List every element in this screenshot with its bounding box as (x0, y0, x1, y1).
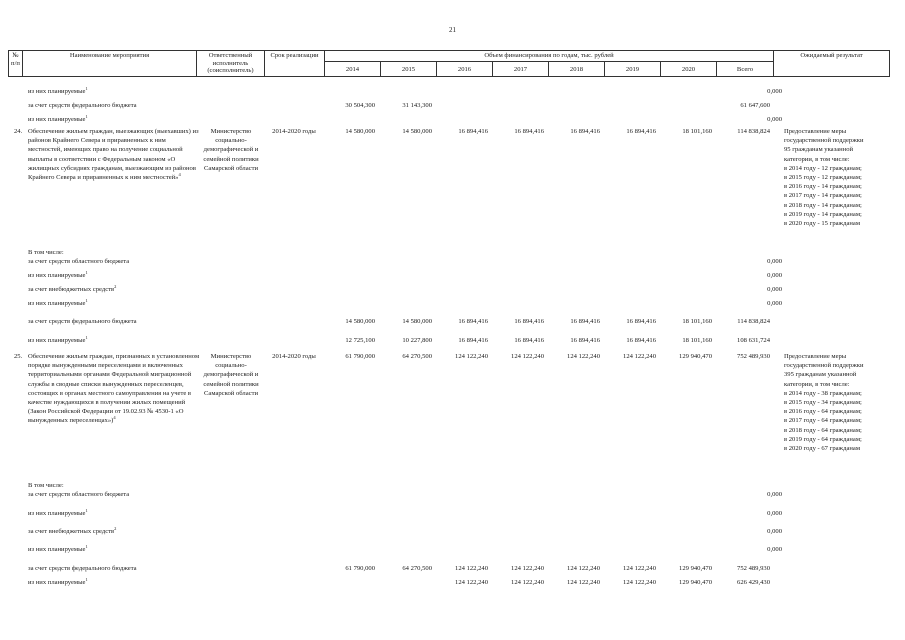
result-line: в 2020 году - 15 гражданам (784, 220, 861, 228)
value-total: 61 647,600 (740, 102, 770, 109)
result-line: в 2015 году - 12 гражданам; (784, 174, 862, 182)
row-total: 0,000 (767, 286, 782, 293)
row-total: 0,000 (767, 258, 782, 265)
value-year-2014: 61 790,000 (345, 353, 375, 360)
value-year-2015: 10 227,800 (402, 337, 432, 344)
value-year-2016: 124 122,240 (455, 353, 488, 360)
value-year-2016: 124 122,240 (455, 565, 488, 572)
result-line: в 2019 году - 64 гражданам; (784, 435, 862, 443)
row-label: за счет внебюджетных средств$^2$ (28, 284, 117, 294)
row-label: из них планируемые$^1$ (28, 544, 88, 554)
item-number: 24. (14, 128, 23, 135)
value-total: 626 429,430 (737, 579, 770, 586)
value-year-2019: 16 894,416 (626, 318, 656, 325)
row-total: 0,000 (767, 116, 782, 123)
value-year-2016: 124 122,240 (455, 579, 488, 586)
value-total: 108 631,724 (737, 337, 770, 344)
row-label: из них планируемые$^1$ (28, 298, 88, 308)
row-label: В том числе: (28, 249, 64, 256)
item-responsible: Министерство социально-демографической и семейной политики Самарской области (203, 128, 259, 172)
result-line: в 2014 году - 12 гражданам; (784, 164, 862, 172)
row-label: из них планируемые$^1$ (28, 508, 88, 518)
result-line: в 2019 году - 14 гражданам; (784, 210, 862, 218)
header-year-2019: 2019 (605, 62, 661, 76)
value-year-2018: 124 122,240 (567, 353, 600, 360)
header-name: Наименование мероприятия (23, 51, 197, 77)
value-year-2015: 64 270,500 (402, 565, 432, 572)
result-line: Предоставление меры (784, 128, 847, 135)
value-year-2015: 14 580,000 (402, 318, 432, 325)
row-label: из них планируемые$^1$ (28, 335, 88, 345)
result-line: в 2018 году - 14 гражданам; (784, 201, 862, 209)
value-year-2014: 61 790,000 (345, 565, 375, 572)
value-year-2020: 18 101,160 (682, 337, 712, 344)
header-table (8, 50, 890, 77)
row-label: за счет средств областного бюджета (28, 258, 130, 265)
item-responsible: Министерство социально-демографической и семейной политики Самарской области (203, 353, 259, 397)
row-label: В том числе: (28, 482, 64, 489)
result-line: в 2015 году - 34 гражданам; (784, 399, 862, 407)
header-result: Ожидаемый результат (774, 51, 890, 77)
result-line: 95 гражданам указанной (784, 146, 854, 154)
result-line: государственной поддержки (784, 362, 864, 370)
value-year-2014: 30 504,300 (345, 102, 375, 109)
row-label: за счет средств федерального бюджета (28, 318, 137, 325)
row-label: из них планируемые$^1$ (28, 86, 88, 96)
header-period: Срок реализации (265, 51, 325, 77)
value-year-2017: 124 122,240 (511, 579, 544, 586)
value-year-2019: 16 894,416 (626, 337, 656, 344)
value-year-2015: 64 270,500 (402, 353, 432, 360)
value-year-2017: 124 122,240 (511, 353, 544, 360)
value-year-2019: 124 122,240 (623, 579, 656, 586)
header-num: № п/п (9, 51, 23, 77)
row-total: 0,000 (767, 491, 782, 498)
value-year-2016: 16 894,416 (458, 128, 488, 135)
header-financing: Объем финансирования по годам, тыс. рублей (325, 51, 774, 62)
value-total: 114 838,824 (737, 128, 770, 135)
value-year-2017: 16 894,416 (514, 318, 544, 325)
header-year-2015: 2015 (381, 62, 437, 76)
item-result (784, 127, 892, 228)
value-year-2019: 16 894,416 (626, 128, 656, 135)
value-year-2017: 16 894,416 (514, 128, 544, 135)
result-line: категории, в том числе: (784, 380, 850, 388)
value-year-2015: 14 580,000 (402, 128, 432, 135)
value-year-2016: 16 894,416 (458, 318, 488, 325)
value-year-2020: 129 940,470 (679, 565, 712, 572)
item-name: Обеспечение жильем граждан, выезжающих (выехавших) из районов Крайнего Севера и приравненных к ним местностей, имеющих право на получение социальной выплаты в соответствии с Федеральным законом «О жилищных субсидиях гражданам, выезжающим из районов Крайнего Севера и приравненных к ним местностей»$^4$ (28, 128, 199, 182)
value-year-2018: 16 894,416 (570, 318, 600, 325)
value-year-2014: 14 580,000 (345, 318, 375, 325)
value-year-2018: 124 122,240 (567, 579, 600, 586)
header-year-2014: 2014 (325, 62, 381, 76)
row-total: 0,000 (767, 300, 782, 307)
row-label: за счет средств федерального бюджета (28, 565, 137, 572)
item-name: Обеспечение жильем граждан, признанных в установленном порядке вынужденными переселенцами и включенных территориальными органами Федеральной миграционной службы в сводные списки вынужденных переселенцев, состоящих в органах местного самоуправления на учете в качестве нуждающихся в получении жилых помещений (Закон Российской Федерации от 19.02.93 № 4530-1 «О вынужденных переселенцах»)$^4$ (28, 353, 200, 425)
value-year-2019: 124 122,240 (623, 565, 656, 572)
page-number: 21 (449, 26, 456, 34)
value-total: 752 489,930 (737, 353, 770, 360)
row-label: за счет средств областного бюджета (28, 491, 130, 498)
result-line: в 2018 году - 64 гражданам; (784, 426, 862, 434)
item-result (784, 352, 892, 453)
row-label: за счет внебюджетных средств$^2$ (28, 526, 117, 536)
value-year-2018: 16 894,416 (570, 128, 600, 135)
header-year-2017: 2017 (493, 62, 549, 76)
header-year-2020: 2020 (661, 62, 717, 76)
value-year-2018: 124 122,240 (567, 565, 600, 572)
item-period: 2014-2020 годы (272, 128, 316, 135)
value-year-2017: 16 894,416 (514, 337, 544, 344)
value-total: 114 838,824 (737, 318, 770, 325)
result-line: в 2014 году - 38 гражданам; (784, 389, 862, 397)
row-total: 0,000 (767, 272, 782, 279)
value-total: 752 489,930 (737, 565, 770, 572)
row-total: 0,000 (767, 546, 782, 553)
header-total: Всего (717, 62, 774, 76)
result-line: в 2020 году - 67 гражданам (784, 445, 861, 453)
row-label: из них планируемые$^1$ (28, 577, 88, 587)
value-year-2014: 12 725,100 (345, 337, 375, 344)
value-year-2020: 129 940,470 (679, 353, 712, 360)
value-year-2016: 16 894,416 (458, 337, 488, 344)
row-total: 0,000 (767, 528, 782, 535)
row-total: 0,000 (767, 510, 782, 517)
value-year-2019: 124 122,240 (623, 353, 656, 360)
result-line: в 2016 году - 14 гражданам; (784, 183, 862, 191)
result-line: в 2016 году - 64 гражданам; (784, 408, 862, 416)
result-line: государственной поддержки (784, 137, 864, 145)
row-label: из них планируемые$^1$ (28, 114, 88, 124)
value-year-2020: 18 101,160 (682, 128, 712, 135)
value-year-2018: 16 894,416 (570, 337, 600, 344)
value-year-2014: 14 580,000 (345, 128, 375, 135)
row-label: за счет средств федерального бюджета (28, 102, 137, 109)
row-label: из них планируемые$^1$ (28, 270, 88, 280)
value-year-2017: 124 122,240 (511, 565, 544, 572)
result-line: в 2017 году - 64 гражданам; (784, 417, 862, 425)
value-year-2020: 129 940,470 (679, 579, 712, 586)
result-line: категории, в том числе: (784, 155, 850, 163)
header-year-2016: 2016 (437, 62, 493, 76)
result-line: Предоставление меры (784, 353, 847, 360)
value-year-2020: 18 101,160 (682, 318, 712, 325)
header-responsible: Ответственный исполнитель (соисполнитель) (197, 51, 265, 77)
header-year-2018: 2018 (549, 62, 605, 76)
item-number: 25. (14, 353, 23, 360)
result-line: в 2017 году - 14 гражданам; (784, 192, 862, 200)
result-line: 395 гражданам указанной (784, 371, 857, 379)
value-year-2015: 31 143,300 (402, 102, 432, 109)
row-total: 0,000 (767, 88, 782, 95)
item-period: 2014-2020 годы (272, 353, 316, 360)
